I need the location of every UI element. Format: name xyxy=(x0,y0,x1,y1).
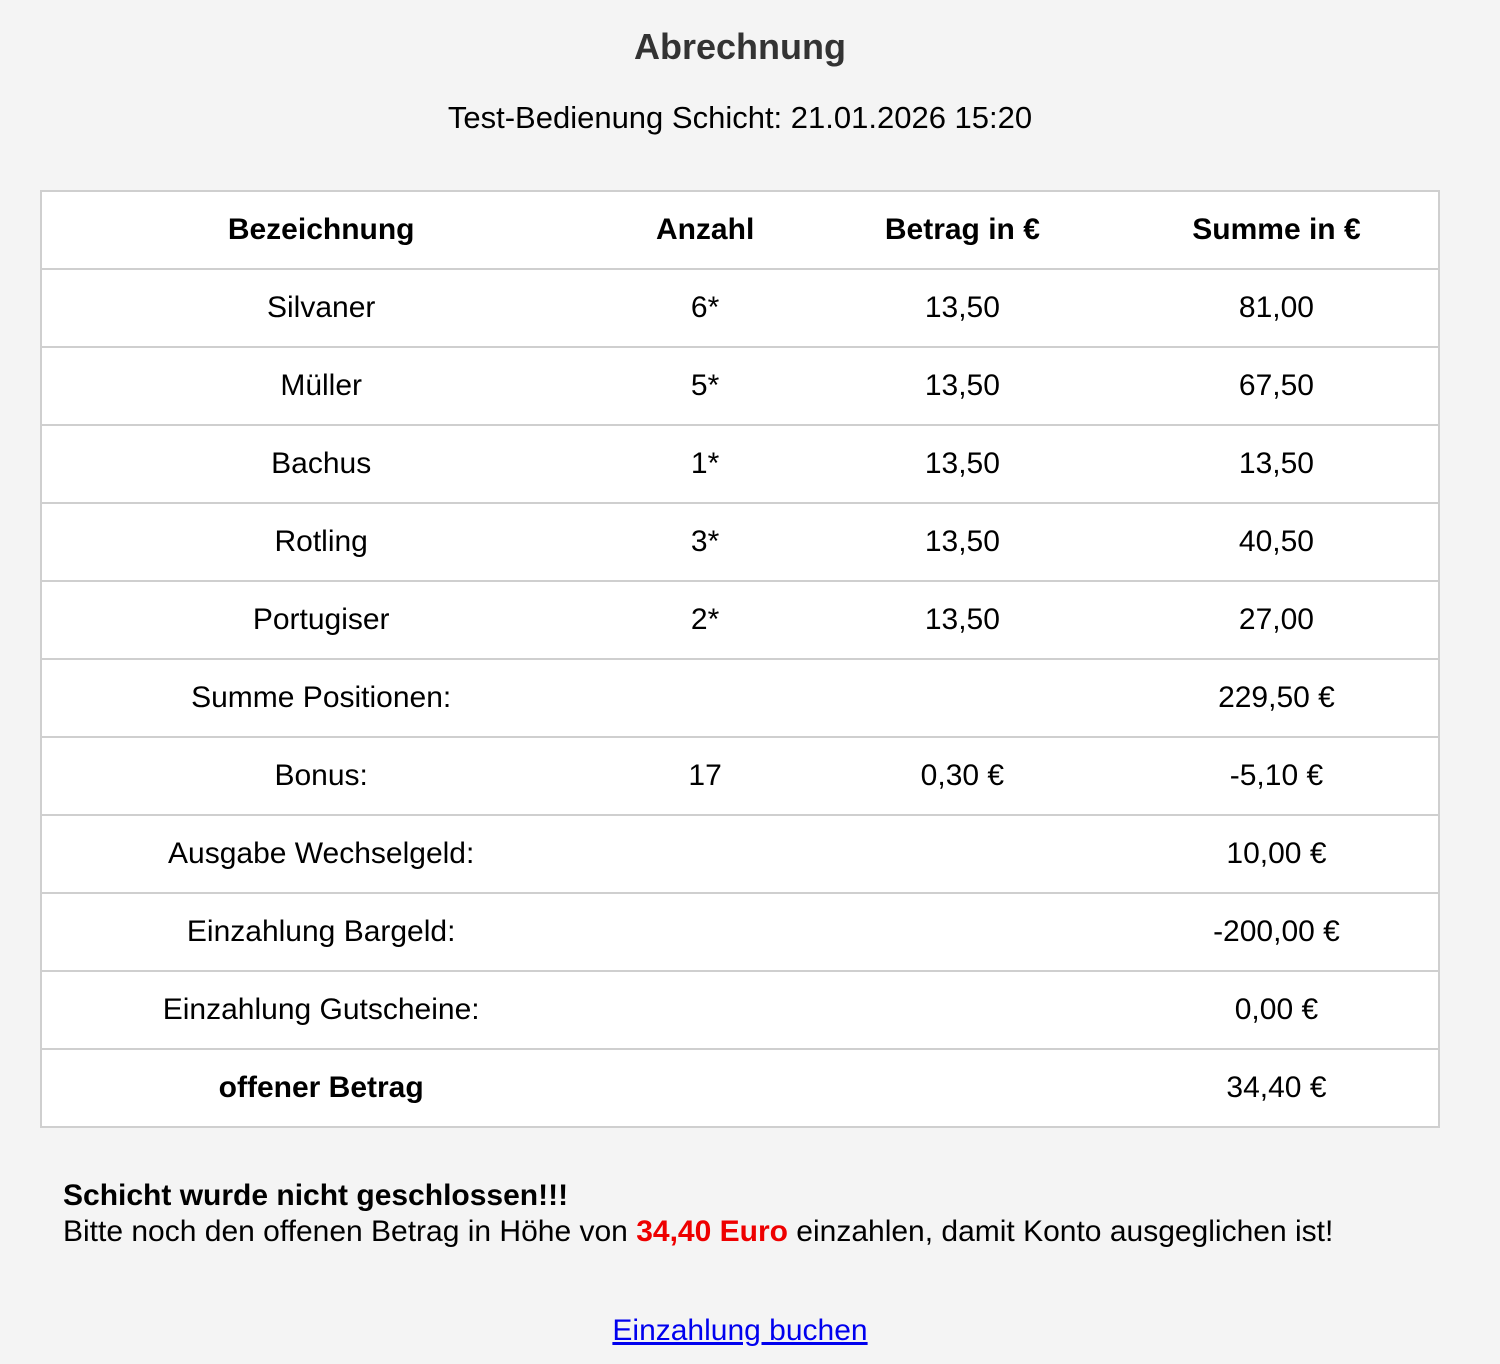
item-sum: 67,50 xyxy=(1115,347,1439,425)
settlement-table xyxy=(40,190,1440,1128)
item-price: 13,50 xyxy=(810,269,1115,347)
summary-label: Summe Positionen: xyxy=(41,659,600,737)
item-sum: 40,50 xyxy=(1115,503,1439,581)
summary-label: Ausgabe Wechselgeld: xyxy=(41,815,600,893)
summary-price xyxy=(810,971,1115,1049)
item-price: 13,50 xyxy=(810,347,1115,425)
summary-sum: 229,50 € xyxy=(1115,659,1439,737)
summary-sum: 34,40 € xyxy=(1226,1071,1327,1104)
summary-count xyxy=(600,659,810,737)
summary-price: 0,30 € xyxy=(810,737,1115,815)
table-row xyxy=(41,503,1439,581)
item-count: 6* xyxy=(600,269,810,347)
summary-sum: -200,00 € xyxy=(1115,893,1439,971)
summary-label: offener Betrag xyxy=(218,1071,424,1104)
item-count: 5* xyxy=(600,347,810,425)
page-title: Abrechnung xyxy=(634,26,846,67)
header-betrag: Betrag in € xyxy=(810,191,1115,269)
shift-not-closed-warning: Schicht wurde nicht geschlossen!!! xyxy=(63,1179,569,1212)
summary-price xyxy=(810,893,1115,971)
item-name: Bachus xyxy=(41,425,600,503)
header-bezeichnung: Bezeichnung xyxy=(41,191,600,269)
shift-subtitle: Test-Bedienung Schicht: 21.01.2026 15:20 xyxy=(447,100,1033,135)
summary-price xyxy=(810,659,1115,737)
item-name: Portugiser xyxy=(41,581,600,659)
summary-row-cash-deposit xyxy=(41,893,1439,971)
table-header-row xyxy=(41,191,1439,269)
summary-label: Einzahlung Bargeld: xyxy=(41,893,600,971)
item-name: Silvaner xyxy=(41,269,600,347)
item-name: Rotling xyxy=(41,503,600,581)
summary-row-voucher-deposit xyxy=(41,971,1439,1049)
table-row xyxy=(41,347,1439,425)
summary-price xyxy=(810,1049,1115,1127)
instruction-text-before: Bitte noch den offenen Betrag in Höhe von xyxy=(63,1215,637,1248)
table-row xyxy=(41,425,1439,503)
header-summe: Summe in € xyxy=(1115,191,1439,269)
item-sum: 27,00 xyxy=(1115,581,1439,659)
summary-row-bonus xyxy=(41,737,1439,815)
summary-price xyxy=(810,815,1115,893)
open-amount-highlight: 34,40 Euro xyxy=(636,1215,788,1248)
summary-label: Bonus: xyxy=(41,737,600,815)
summary-count xyxy=(600,893,810,971)
summary-label: Einzahlung Gutscheine: xyxy=(41,971,600,1049)
item-count: 1* xyxy=(600,425,810,503)
summary-sum: 0,00 € xyxy=(1115,971,1439,1049)
item-price: 13,50 xyxy=(810,503,1115,581)
header-anzahl: Anzahl xyxy=(600,191,810,269)
item-sum: 13,50 xyxy=(1115,425,1439,503)
status-message xyxy=(63,1178,1333,1250)
book-deposit-link[interactable]: Einzahlung buchen xyxy=(612,1314,868,1347)
item-name: Müller xyxy=(41,347,600,425)
instruction-text-after: einzahlen, damit Konto ausgeglichen ist! xyxy=(787,1215,1334,1248)
summary-sum: -5,10 € xyxy=(1115,737,1439,815)
item-price: 13,50 xyxy=(810,425,1115,503)
summary-count xyxy=(600,1049,810,1127)
summary-sum: 10,00 € xyxy=(1115,815,1439,893)
summary-count xyxy=(600,815,810,893)
table-row xyxy=(41,269,1439,347)
item-count: 2* xyxy=(600,581,810,659)
summary-row-change-issued xyxy=(41,815,1439,893)
summary-row-positions xyxy=(41,659,1439,737)
item-sum: 81,00 xyxy=(1115,269,1439,347)
table-row xyxy=(41,581,1439,659)
item-price: 13,50 xyxy=(810,581,1115,659)
summary-row-open-amount xyxy=(41,1049,1439,1127)
summary-count xyxy=(600,971,810,1049)
item-count: 3* xyxy=(600,503,810,581)
summary-count: 17 xyxy=(600,737,810,815)
open-amount-instruction xyxy=(63,1214,1333,1250)
